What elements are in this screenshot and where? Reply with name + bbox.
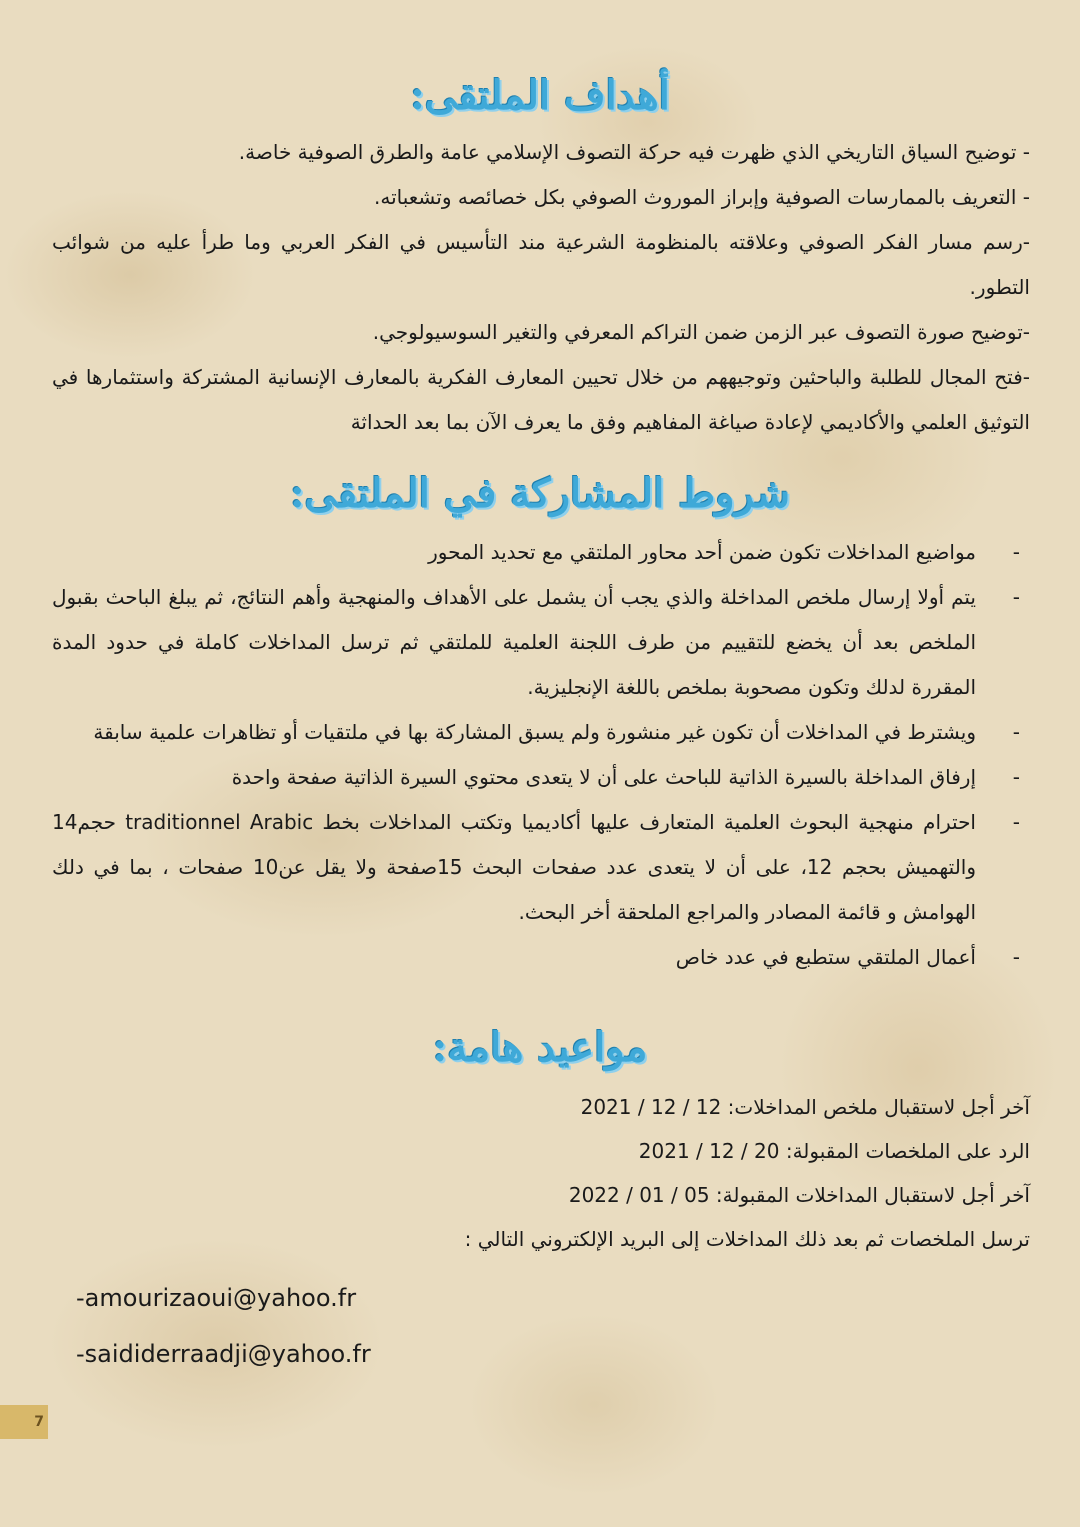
list-bullet: - <box>1012 585 1020 609</box>
condition-item <box>52 530 1030 575</box>
goal-item: -توضيح صورة التصوف عبر الزمن ضمن التراكم المعرفي والتغير السوسيولوجي. <box>372 320 1030 344</box>
goals-section <box>52 130 1030 445</box>
condition-text: إرفاق المداخلة بالسيرة الذاتية للباحث على أن لا يتعدى محتوي السيرة الذاتية صفحة واحدة <box>231 765 976 789</box>
date-item: الرد على الملخصات المقبولة: 20 / 12 / 2021 <box>638 1139 1030 1163</box>
condition-text: ويشترط في المداخلات أن تكون غير منشورة ولم يسبق المشاركة بها في ملتقيات أو تظاهرات علمية سابقة <box>93 720 976 744</box>
goals-heading: أهداف الملتقى: <box>410 72 670 119</box>
goal-item: - التعريف بالممارسات الصوفية وإبراز الموروث الصوفي بكل خصائصه وتشعباته. <box>374 185 1030 209</box>
list-bullet: - <box>1012 945 1020 969</box>
list-bullet: - <box>1012 720 1020 744</box>
date-item: ترسل الملخصات ثم بعد ذلك المداخلات إلى البريد الإلكتروني التالي : <box>464 1227 1030 1251</box>
condition-item <box>52 800 1030 935</box>
dates-section <box>52 1085 1030 1261</box>
email-address[interactable]: -amourizaoui@yahoo.fr <box>76 1284 357 1312</box>
goal-item: -فتح المجال للطلبة والباحثين وتوجيههم من خلال تحيين المعارف الفكرية بالمعارف الإنسانية المشتركة واستثمارها في التوثيق العلمي والأكاديمي لإعادة صياغة المفاهيم وفق ما يعرف الآن بما بعد الحداثة <box>52 365 1030 434</box>
list-bullet: - <box>1012 540 1020 564</box>
condition-item <box>52 710 1030 755</box>
conditions-heading: شروط المشاركة في الملتقى: <box>289 470 791 517</box>
email-list <box>76 1270 371 1382</box>
page-number: 7 <box>0 1405 48 1439</box>
email-address[interactable]: -saididerraadji@yahoo.fr <box>76 1340 371 1368</box>
dates-heading: مواعيد هامة: <box>432 1024 648 1071</box>
goal-item: -رسم مسار الفكر الصوفي وعلاقته بالمنظومة الشرعية مند التأسيس في الفكر العربي وما طرأ عليه من شوائب التطور. <box>52 230 1030 299</box>
condition-text: مواضيع المداخلات تكون ضمن أحد محاور الملتقي مع تحديد المحور <box>428 540 976 564</box>
condition-item <box>52 755 1030 800</box>
list-bullet: - <box>1012 765 1020 789</box>
goal-item: - توضيح السياق التاريخي الذي ظهرت فيه حركة التصوف الإسلامي عامة والطرق الصوفية خاصة. <box>238 140 1030 164</box>
condition-text: احترام منهجية البحوث العلمية المتعارف عليها أكاديميا وتكتب المداخلات بخط traditionnel Arabic حجم14 والتهميش بحجم 12، على أن لا يتعدى عدد صفحات البحث 15صفحة ولا يقل عن10 صفحات ، بما في دلك الهوامش و قائمة المصادر والمراجع الملحقة أخر البحث. <box>52 810 976 924</box>
date-item: آخر أجل لاستقبال المداخلات المقبولة: 05 / 01 / 2022 <box>568 1183 1030 1207</box>
list-bullet: - <box>1012 810 1020 834</box>
condition-item <box>52 935 1030 980</box>
condition-item <box>52 575 1030 710</box>
condition-text: أعمال الملتقي ستطبع في عدد خاص <box>675 945 976 969</box>
condition-text: يتم أولا إرسال ملخص المداخلة والذي يجب أن يشمل على الأهداف والمنهجية وأهم النتائج، ثم يبلغ الباحث بقبول الملخص بعد أن يخضع للتقييم من طرف اللجنة العلمية للملتقي ثم ترسل المداخلات كاملة في حدود المدة المقررة لدلك وتكون مصحوبة بملخص باللغة الإنجليزية. <box>52 585 976 699</box>
date-item: آخر أجل لاستقبال ملخص المداخلات: 12 / 12 / 2021 <box>580 1095 1030 1119</box>
conditions-list <box>52 530 1030 980</box>
